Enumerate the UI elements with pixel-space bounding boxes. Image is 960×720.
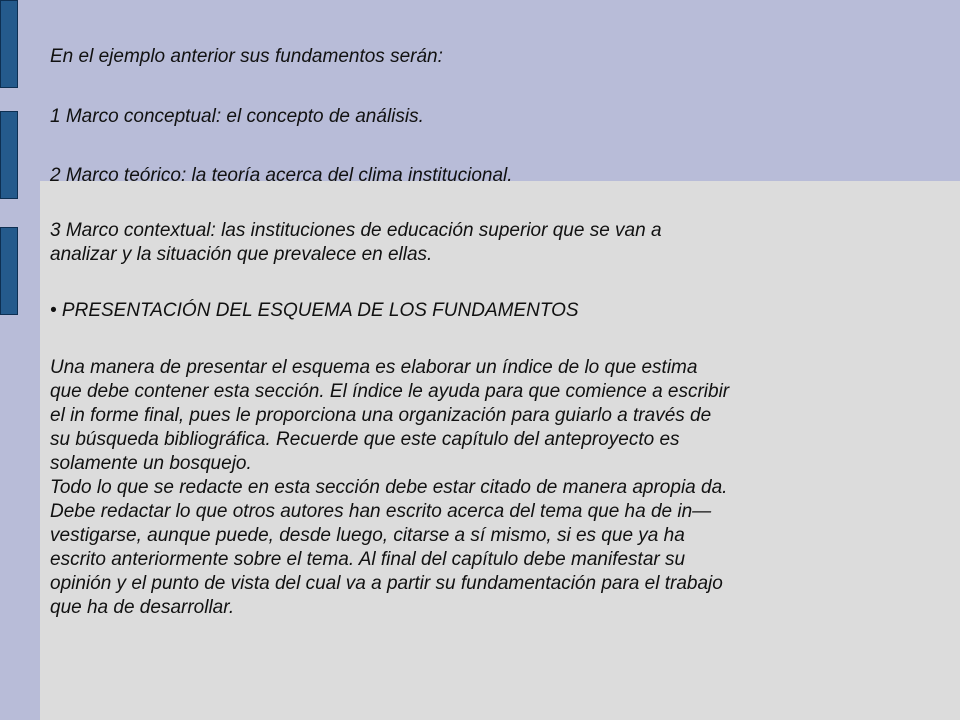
item-marco-contextual [50,219,662,267]
item-marco-contextual-line: 3 Marco contextual: las instituciones de educación superior que se van a [50,220,662,241]
accent-bar-bottom [0,227,18,315]
body-line: Debe redactar lo que otros autores han escrito acerca del tema que ha de in— [50,501,712,522]
body-line: solamente un bosquejo. [50,453,252,474]
body-line: su búsqueda bibliográfica. Recuerde que este capítulo del anteproyecto es [50,429,680,450]
body-line: que ha de desarrollar. [50,597,235,618]
item-marco-conceptual: 1 Marco conceptual: el concepto de análisis. [50,106,424,127]
item-marco-contextual-line: analizar y la situación que prevalece en ellas. [50,244,433,265]
body-line: escrito anteriormente sobre el tema. Al final del capítulo debe manifestar su [50,549,686,570]
item-marco-teorico: 2 Marco teórico: la teoría acerca del clima institucional. [50,165,513,186]
body-line: que debe contener esta sección. El índice le ayuda para que comience a escribir [50,381,730,402]
accent-bar-top [0,0,18,88]
body-line: Todo lo que se redacte en esta sección debe estar citado de manera apropia da. [50,477,728,498]
body-line: opinión y el punto de vista del cual va a partir su fundamentación para el trabajo [50,573,723,594]
body-line: Una manera de presentar el esquema es elaborar un índice de lo que estima [50,357,698,378]
intro-text: En el ejemplo anterior sus fundamentos serán: [50,46,443,67]
accent-bar-middle [0,111,18,199]
section-heading: • PRESENTACIÓN DEL ESQUEMA DE LOS FUNDAMENTOS [50,300,579,321]
body-paragraph [50,356,729,620]
body-line: el in forme final, pues le proporciona una organización para guiarlo a través de [50,405,712,426]
body-line: vestigarse, aunque puede, desde luego, citarse a sí mismo, si es que ya ha [50,525,685,546]
